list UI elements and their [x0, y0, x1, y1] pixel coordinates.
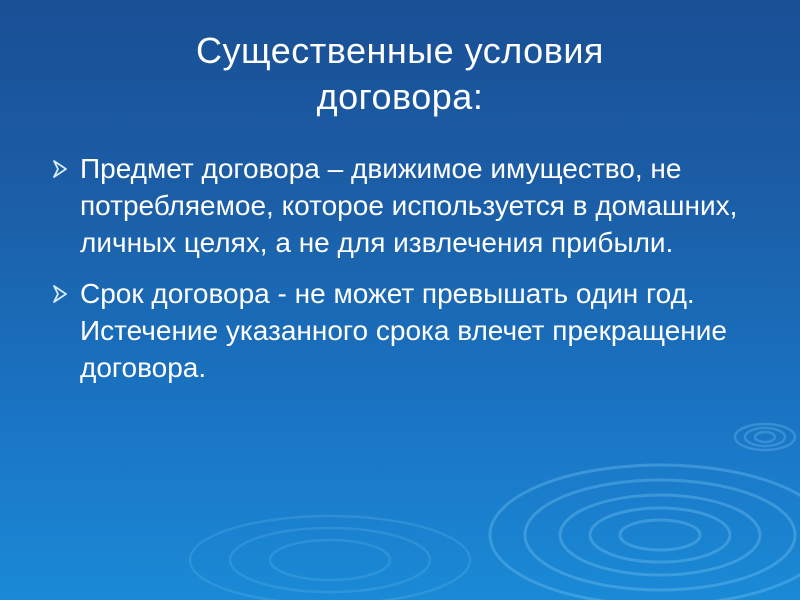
bullet-list	[48, 150, 738, 400]
bullet-text: Срок договора - не может превышать один год. Истечение указанного срока влечет прекращение договора.	[80, 278, 727, 383]
slide-title-line-2: договора:	[316, 76, 484, 117]
arrow-bullet-icon	[52, 284, 68, 304]
arrow-bullet-icon	[52, 159, 68, 179]
slide-title	[60, 28, 740, 120]
bullet-text: Предмет договора – движимое имущество, не потребляемое, которое используется в домашних, личных целях, а не для извлечения прибыли.	[80, 153, 738, 258]
bullet-item-term	[48, 275, 738, 386]
slide-title-line-1: Существенные условия	[196, 30, 604, 71]
bullet-item-subject	[48, 150, 738, 261]
